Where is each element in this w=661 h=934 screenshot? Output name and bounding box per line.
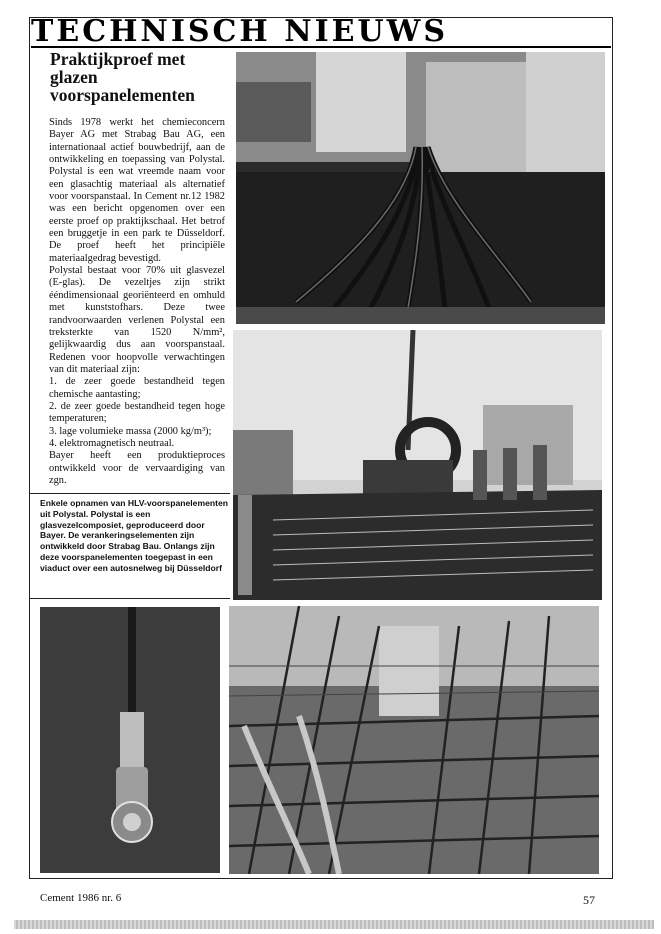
photo-anchor-element xyxy=(40,607,220,873)
journal-issue: Cement 1986 nr. 6 xyxy=(40,892,122,904)
body-paragraph: Bayer heeft een produktieproces ontwikkeld voor de vervaardiging van zgn. xyxy=(49,450,225,486)
body-list-item: 3. lage volumieke massa (2000 kg/m³); xyxy=(49,425,212,437)
scan-edge-strip xyxy=(14,920,654,929)
body-list-item: 2. de zeer goede bestandheid tegen hoge temperaturen; xyxy=(49,400,225,425)
caption-rule-bottom xyxy=(29,598,230,599)
article-headline: Praktijkproef met glazen voorspanelementen xyxy=(50,49,195,105)
banner-rule xyxy=(31,46,611,48)
article-body xyxy=(49,117,225,487)
section-banner: TECHNISCH NIEUWS xyxy=(31,18,449,46)
page-number: 57 xyxy=(583,893,595,907)
photo-construction-site xyxy=(233,330,602,600)
body-paragraph: Sinds 1978 werkt het chemieconcern Bayer AG met Strabag Bau AG, een internationaal actief bouwbedrijf, aan de ontwikkeling en toepassing van Polystal. Polystal is een wat vreemde naam voor een glasachtig materiaal als alternatief voor voorspanstaal. In Cement nr.12 1982 was een bericht opgenomen over een eerste proef op praktijkschaal. Het betrof een bruggetje in een park te Düsseldorf. De proef heeft het principiële materiaalgedrag bevestigd. xyxy=(49,117,225,264)
photo-cable-hall xyxy=(236,52,605,324)
body-list-item: 4. elektromagnetisch neutraal. xyxy=(49,437,175,449)
body-list-item: 1. de zeer goede bestandheid tegen chemische aantasting; xyxy=(49,376,225,400)
caption-rule-top xyxy=(29,493,230,494)
photo-caption: Enkele opnamen van HLV-voorspanelementen uit Polystal. Polystal is een glasvezelcomposiet, geproduceerd door Bayer. De verankeringselementen zijn ontwikkeld door Strabag Bau. Onlangs zijn deze voorspanelementen toegepast in een viaduct over een autosnelweg bij Düsseldorf xyxy=(40,498,229,573)
body-paragraph: Polystal bestaat voor 70% uit glasvezel (E-glas). De vezeltjes zijn strikt ééndimensionaal georiënteerd en omhuld met kunststofhars. Deze twee randvoorwaarden verlenen Polystal een treksterkte van 1520 N/mm², gelijkwaardig dus aan voorspanstaal. Redenen voor hoopvolle verwachtingen van dit materiaal zijn: xyxy=(49,265,225,375)
photo-reinforcement xyxy=(229,606,599,874)
